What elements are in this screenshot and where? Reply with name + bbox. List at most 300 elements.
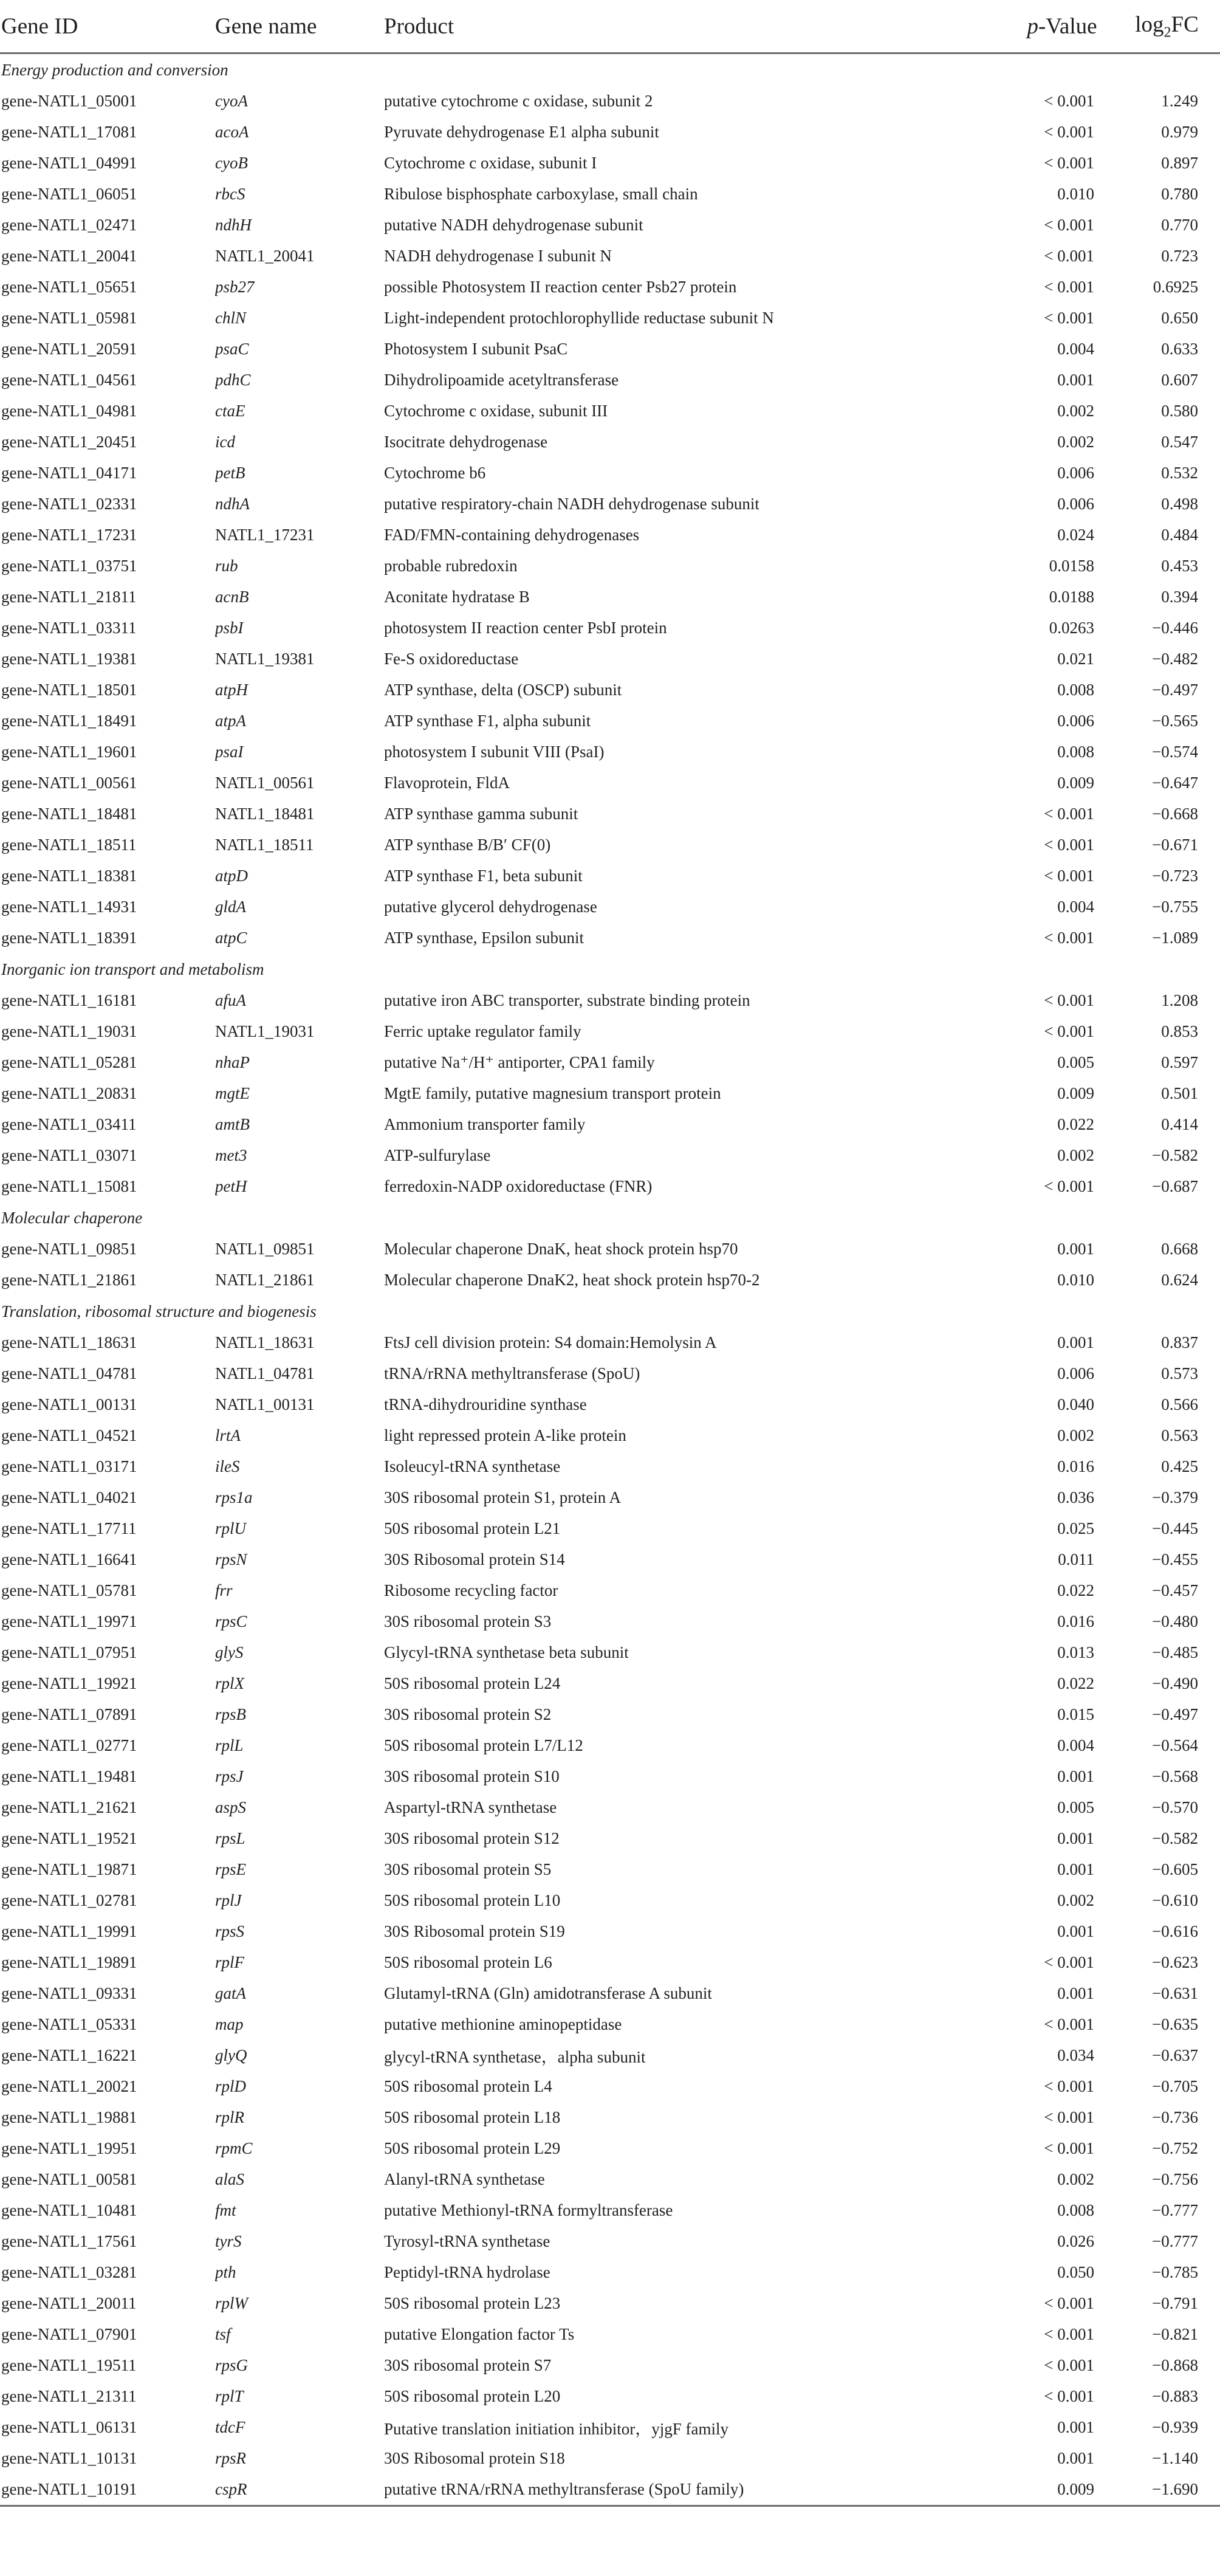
log2fc-cell: 0.573 <box>1161 1364 1198 1382</box>
table-row <box>0 799 1220 829</box>
product-cell: putative cytochrome c oxidase, subunit 2 <box>384 92 653 110</box>
gene-id-cell: gene-NATL1_03411 <box>1 1115 137 1133</box>
product-cell: Light-independent protochlorophyllide reductase subunit N <box>384 309 774 327</box>
log2fc-cell: −0.821 <box>1152 2325 1198 2343</box>
p-value-cell: 0.004 <box>1057 1736 1094 1754</box>
gene-id-cell: gene-NATL1_07951 <box>1 1643 137 1661</box>
log2fc-cell: 0.425 <box>1161 1457 1198 1475</box>
log2fc-cell: 0.853 <box>1161 1022 1198 1040</box>
log2fc-cell: −0.564 <box>1152 1736 1198 1754</box>
table-row <box>0 1668 1220 1699</box>
gene-name-cell: rbcS <box>215 185 245 203</box>
gene-name-cell: atpA <box>215 712 246 730</box>
gene-id-cell: gene-NATL1_16641 <box>1 1550 137 1568</box>
table-row <box>0 365 1220 396</box>
table-row <box>0 1482 1220 1513</box>
product-cell: 50S ribosomal protein L6 <box>384 1953 552 1971</box>
table-row <box>0 1327 1220 1358</box>
p-value-cell: < 0.001 <box>1044 216 1094 234</box>
table-row <box>0 241 1220 272</box>
product-cell: Alanyl-tRNA synthetase <box>384 2170 545 2188</box>
table-row <box>0 396 1220 427</box>
product-cell: putative NADH dehydrogenase subunit <box>384 216 643 234</box>
product-cell: Putative translation initiation inhibitor，yjgF family <box>384 2420 728 2438</box>
gene-name-cell: lrtA <box>215 1426 241 1444</box>
gene-id-cell: gene-NATL1_02331 <box>1 495 137 513</box>
gene-name-cell: rpsC <box>215 1612 247 1630</box>
p-value-cell: 0.005 <box>1057 1053 1094 1071</box>
gene-id-cell: gene-NATL1_19871 <box>1 1860 137 1878</box>
table-row <box>0 768 1220 799</box>
gene-id-cell: gene-NATL1_17231 <box>1 526 137 544</box>
table-row <box>0 2381 1220 2412</box>
table-row <box>0 1916 1220 1947</box>
p-value-cell: 0.009 <box>1057 1084 1094 1102</box>
table-row <box>0 1078 1220 1109</box>
product-cell: 30S ribosomal protein S12 <box>384 1829 560 1847</box>
table-row <box>0 2319 1220 2350</box>
p-value-cell: < 0.001 <box>1044 123 1094 141</box>
gene-name-cell: frr <box>215 1581 233 1599</box>
gene-id-cell: gene-NATL1_19031 <box>1 1022 137 1040</box>
table-row <box>0 458 1220 489</box>
table-row <box>0 1730 1220 1761</box>
p-value-cell: 0.022 <box>1057 1115 1094 1133</box>
product-cell: 30S ribosomal protein S1, protein A <box>384 1488 621 1506</box>
log2fc-cell: −0.755 <box>1152 898 1198 916</box>
table-row <box>0 2288 1220 2319</box>
log2fc-cell: 0.837 <box>1161 1333 1198 1352</box>
p-value-cell: 0.022 <box>1057 1581 1094 1599</box>
header-row <box>0 0 1220 53</box>
header-p-italic: p <box>1027 13 1038 39</box>
gene-id-cell: gene-NATL1_00561 <box>1 774 137 792</box>
log2fc-cell: −0.687 <box>1152 1177 1198 1195</box>
gene-id-cell: gene-NATL1_05331 <box>1 2015 137 2033</box>
gene-name-cell: aspS <box>215 1798 247 1816</box>
gene-name-cell: mgtE <box>215 1084 250 1102</box>
p-value-cell: 0.0263 <box>1049 619 1094 637</box>
product-cell: ATP synthase, Epsilon subunit <box>384 929 584 947</box>
log2fc-cell: −0.637 <box>1152 2046 1198 2064</box>
gene-name-cell: atpC <box>215 929 247 947</box>
log2fc-cell: 0.650 <box>1161 309 1198 327</box>
product-cell: tRNA/rRNA methyltransferase (SpoU) <box>384 1364 640 1382</box>
product-cell: MgtE family, putative magnesium transport protein <box>384 1084 721 1102</box>
product-cell: 30S Ribosomal protein S14 <box>384 1550 565 1568</box>
category-label: Translation, ribosomal structure and biogenesis <box>1 1302 317 1321</box>
product-cell: 50S ribosomal protein L20 <box>384 2387 561 2405</box>
gene-id-cell: gene-NATL1_20011 <box>1 2294 137 2312</box>
table-header <box>0 0 1220 53</box>
product-cell: probable rubredoxin <box>384 557 518 575</box>
product-cell: Pyruvate dehydrogenase E1 alpha subunit <box>384 123 659 141</box>
gene-name-cell: acoA <box>215 123 249 141</box>
product-cell: Isoleucyl-tRNA synthetase <box>384 1457 561 1475</box>
p-value-cell: 0.001 <box>1057 1333 1094 1352</box>
gene-name-cell: rps1a <box>215 1488 253 1506</box>
product-cell: 50S ribosomal protein L4 <box>384 2077 552 2095</box>
gene-id-cell: gene-NATL1_21621 <box>1 1798 137 1816</box>
gene-id-cell: gene-NATL1_07901 <box>1 2325 137 2343</box>
product-cell: 50S ribosomal protein L23 <box>384 2294 561 2312</box>
gene-name-cell: rpsS <box>215 1922 245 1940</box>
table-row <box>0 1544 1220 1575</box>
log2fc-cell: −0.605 <box>1152 1860 1198 1878</box>
log2fc-cell: −0.482 <box>1152 650 1198 668</box>
gene-id-cell: gene-NATL1_18481 <box>1 805 137 823</box>
p-value-cell: 0.021 <box>1057 650 1094 668</box>
log2fc-cell: −0.671 <box>1152 836 1198 854</box>
product-cell: Cytochrome b6 <box>384 464 486 482</box>
table-row <box>0 303 1220 334</box>
table-row <box>0 1140 1220 1171</box>
table-row <box>0 1016 1220 1047</box>
table-row <box>0 272 1220 303</box>
gene-id-cell: gene-NATL1_05981 <box>1 309 137 327</box>
p-value-cell: < 0.001 <box>1044 2387 1094 2405</box>
table-row <box>0 2133 1220 2164</box>
p-value-cell: 0.004 <box>1057 898 1094 916</box>
product-cell: Fe-S oxidoreductase <box>384 650 519 668</box>
log2fc-cell: −0.490 <box>1152 1674 1198 1692</box>
log2fc-cell: −0.485 <box>1152 1643 1198 1661</box>
p-value-cell: 0.001 <box>1057 1829 1094 1847</box>
log2fc-cell: 0.770 <box>1161 216 1198 234</box>
log2fc-cell: 0.597 <box>1161 1053 1198 1071</box>
table-row <box>0 891 1220 922</box>
gene-id-cell: gene-NATL1_14931 <box>1 898 137 916</box>
gene-name-cell: rpsB <box>215 1705 247 1723</box>
p-value-cell: < 0.001 <box>1044 2077 1094 2095</box>
p-value-cell: 0.022 <box>1057 1674 1094 1692</box>
log2fc-cell: 0.979 <box>1161 123 1198 141</box>
table-row <box>0 1637 1220 1668</box>
category-label: Inorganic ion transport and metabolism <box>1 960 264 978</box>
p-value-cell: 0.050 <box>1057 2263 1094 2281</box>
product-cell: Molecular chaperone DnaK, heat shock protein hsp70 <box>384 1240 738 1258</box>
table-row <box>0 1047 1220 1078</box>
product-cell: putative glycerol dehydrogenase <box>384 898 597 916</box>
gene-id-cell: gene-NATL1_20591 <box>1 340 137 358</box>
table-row <box>0 1854 1220 1885</box>
gene-name-cell: rplX <box>215 1674 245 1692</box>
p-value-cell: 0.001 <box>1057 371 1094 389</box>
log2fc-cell: 0.6925 <box>1153 278 1198 296</box>
gene-id-cell: gene-NATL1_16221 <box>1 2046 137 2064</box>
log2fc-cell: 0.668 <box>1161 1240 1198 1258</box>
gene-name-cell: NATL1_09851 <box>215 1240 315 1258</box>
table-row <box>0 2102 1220 2133</box>
product-cell: putative Elongation factor Ts <box>384 2325 575 2343</box>
log2fc-cell: 0.566 <box>1161 1395 1198 1413</box>
log2fc-cell: −0.756 <box>1152 2170 1198 2188</box>
log2fc-cell: −0.480 <box>1152 1612 1198 1630</box>
table-row <box>0 985 1220 1016</box>
gene-id-cell: gene-NATL1_18381 <box>1 867 137 885</box>
gene-id-cell: gene-NATL1_19921 <box>1 1674 137 1692</box>
product-cell: tRNA-dihydrouridine synthase <box>384 1395 587 1413</box>
product-cell: 50S ribosomal protein L21 <box>384 1519 561 1537</box>
table-row <box>0 1109 1220 1140</box>
log2fc-cell: 0.394 <box>1161 588 1198 606</box>
log2fc-cell: 0.453 <box>1161 557 1198 575</box>
gene-name-cell: rplT <box>215 2387 244 2405</box>
product-cell: possible Photosystem II reaction center Psb27 protein <box>384 278 737 296</box>
gene-name-cell: psaC <box>215 340 249 358</box>
p-value-cell: < 0.001 <box>1044 92 1094 110</box>
header-p-value <box>992 0 1114 53</box>
gene-name-cell: nhaP <box>215 1053 250 1071</box>
p-value-cell: 0.002 <box>1057 433 1094 451</box>
p-value-cell: 0.001 <box>1057 2449 1094 2467</box>
gene-name-cell: map <box>215 2015 244 2033</box>
product-cell: putative Na⁺/H⁺ antiporter, CPA1 family <box>384 1053 655 1071</box>
log2fc-cell: −0.497 <box>1152 681 1198 699</box>
table-row <box>0 706 1220 737</box>
log2fc-cell: 0.780 <box>1161 185 1198 203</box>
gene-name-cell: NATL1_19031 <box>215 1022 315 1040</box>
product-cell: Flavoprotein, FldA <box>384 774 510 792</box>
table-row <box>0 2226 1220 2257</box>
p-value-cell: 0.006 <box>1057 464 1094 482</box>
gene-name-cell: cyoA <box>215 92 248 110</box>
gene-name-cell: psb27 <box>215 278 255 296</box>
product-cell: ATP synthase B/B′ CF(0) <box>384 836 551 854</box>
gene-id-cell: gene-NATL1_06131 <box>1 2418 137 2436</box>
product-cell: putative iron ABC transporter, substrate binding protein <box>384 991 750 1009</box>
table-row <box>0 210 1220 241</box>
log2fc-cell: 1.208 <box>1161 991 1198 1009</box>
log2fc-cell: −0.705 <box>1152 2077 1198 2095</box>
p-value-cell: 0.009 <box>992 2474 1114 2506</box>
table-row <box>0 922 1220 953</box>
product-cell: Cytochrome c oxidase, subunit III <box>384 402 608 420</box>
log2fc-cell: −0.568 <box>1152 1767 1198 1785</box>
gene-id-cell: gene-NATL1_16181 <box>1 991 137 1009</box>
p-value-cell: 0.006 <box>1057 1364 1094 1382</box>
product-cell: Tyrosyl-tRNA synthetase <box>384 2232 550 2250</box>
gene-id-cell: gene-NATL1_20021 <box>1 2077 137 2095</box>
p-value-cell: 0.040 <box>1057 1395 1094 1413</box>
table-row <box>0 1978 1220 2009</box>
table-row <box>0 2412 1220 2443</box>
product-cell: light repressed protein A-like protein <box>384 1426 626 1444</box>
p-value-cell: 0.005 <box>1057 1798 1094 1816</box>
p-value-cell: 0.008 <box>1057 743 1094 761</box>
product-cell: ferredoxin-NADP oxidoreductase (FNR) <box>384 1177 653 1195</box>
table-row <box>0 1265 1220 1296</box>
product-cell: 30S Ribosomal protein S19 <box>384 1922 565 1940</box>
log2fc-cell: −0.570 <box>1152 1798 1198 1816</box>
gene-name-cell: petH <box>215 1177 247 1195</box>
table-row <box>0 860 1220 891</box>
gene-id-cell: gene-NATL1_03751 <box>1 557 137 575</box>
gene-name-cell: afuA <box>215 991 246 1009</box>
log2fc-cell: −0.868 <box>1152 2356 1198 2374</box>
log2fc-cell: −0.647 <box>1152 774 1198 792</box>
log2fc-cell: −0.883 <box>1152 2387 1198 2405</box>
table-row <box>0 1513 1220 1544</box>
gene-name-cell: atpH <box>215 681 248 699</box>
table-row <box>0 1606 1220 1637</box>
gene-name-cell: gatA <box>215 1984 246 2002</box>
log2fc-cell: 0.563 <box>1161 1426 1198 1444</box>
log2fc-cell: 1.249 <box>1161 92 1198 110</box>
product-cell: putative respiratory-chain NADH dehydrogenase subunit <box>384 495 759 513</box>
p-value-cell: 0.001 <box>1057 1240 1094 1258</box>
gene-name-cell: rpsN <box>215 1550 247 1568</box>
product-cell: Glutamyl-tRNA (Gln) amidotransferase A subunit <box>384 1984 712 2002</box>
header-p-rest: -Value <box>1038 13 1097 39</box>
log2fc-cell: 0.532 <box>1161 464 1198 482</box>
table-row <box>0 1699 1220 1730</box>
product-cell: Molecular chaperone DnaK2, heat shock protein hsp70-2 <box>384 1271 760 1289</box>
product-cell: ATP synthase F1, beta subunit <box>384 867 583 885</box>
p-value-cell: 0.002 <box>1057 2170 1094 2188</box>
table-row <box>0 1420 1220 1451</box>
gene-name-cell: glyS <box>215 1643 244 1661</box>
gene-id-cell: gene-NATL1_19991 <box>1 1922 137 1940</box>
table-row <box>0 117 1220 148</box>
gene-name-cell: met3 <box>215 1146 247 1164</box>
gene-name-cell: cyoB <box>215 154 248 172</box>
log2fc-cell: −0.455 <box>1152 1550 1198 1568</box>
product-cell: NADH dehydrogenase I subunit N <box>384 247 612 265</box>
category-label: Molecular chaperone <box>1 1208 143 1227</box>
p-value-cell: 0.004 <box>1057 340 1094 358</box>
table-row <box>0 2164 1220 2195</box>
p-value-cell: 0.006 <box>1057 712 1094 730</box>
table-row <box>0 1575 1220 1606</box>
table-row <box>0 489 1220 520</box>
p-value-cell: < 0.001 <box>1044 278 1094 296</box>
gene-id-cell: gene-NATL1_19951 <box>1 2139 137 2157</box>
table-row <box>0 1761 1220 1792</box>
gene-id-cell: gene-NATL1_20451 <box>1 433 137 451</box>
gene-name-cell: atpD <box>215 867 248 885</box>
gene-id-cell: gene-NATL1_09851 <box>1 1240 137 1258</box>
product-cell: Dihydrolipoamide acetyltransferase <box>384 371 619 389</box>
gene-name-cell: icd <box>215 433 235 451</box>
log2fc-cell: −0.631 <box>1152 1984 1198 2002</box>
gene-id-cell: gene-NATL1_19601 <box>1 743 137 761</box>
gene-id-cell: gene-NATL1_10481 <box>1 2201 137 2219</box>
category-row <box>0 953 1220 985</box>
header-gene-id: Gene ID <box>0 0 215 53</box>
log2fc-cell: 0.897 <box>1161 154 1198 172</box>
gene-name-cell: psbI <box>215 619 244 637</box>
gene-name-cell: rplD <box>215 2077 247 2095</box>
gene-name-cell: pdhC <box>215 371 251 389</box>
gene-id-cell: gene-NATL1_04561 <box>1 371 137 389</box>
p-value-cell: 0.0158 <box>1049 557 1094 575</box>
gene-name-cell: NATL1_04781 <box>215 1364 315 1382</box>
p-value-cell: 0.024 <box>1057 526 1094 544</box>
product-cell: ATP synthase gamma subunit <box>384 805 578 823</box>
product-cell: ATP synthase, delta (OSCP) subunit <box>384 681 622 699</box>
p-value-cell: 0.001 <box>1057 1984 1094 2002</box>
gene-name-cell: rplL <box>215 1736 244 1754</box>
gene-id-cell: gene-NATL1_05281 <box>1 1053 137 1071</box>
log2fc-cell: 0.484 <box>1161 526 1198 544</box>
p-value-cell: 0.001 <box>1057 1922 1094 1940</box>
table-row <box>0 675 1220 706</box>
log2fc-cell: −1.140 <box>1152 2449 1198 2467</box>
product-cell: FtsJ cell division protein: S4 domain:Hemolysin A <box>384 1333 717 1352</box>
p-value-cell: < 0.001 <box>1044 1177 1094 1195</box>
log2fc-cell: −0.445 <box>1152 1519 1198 1537</box>
product-cell: ATP-sulfurylase <box>384 1146 491 1164</box>
table-row <box>0 1451 1220 1482</box>
gene-name-cell: cspR <box>215 2474 384 2506</box>
p-value-cell: < 0.001 <box>1044 1022 1094 1040</box>
p-value-cell: 0.001 <box>1057 1767 1094 1785</box>
gene-id-cell: gene-NATL1_07891 <box>1 1705 137 1723</box>
table-row <box>0 2443 1220 2474</box>
gene-id-cell: gene-NATL1_21811 <box>1 588 137 606</box>
p-value-cell: 0.002 <box>1057 1146 1094 1164</box>
table-row <box>0 2474 1220 2506</box>
gene-name-cell: NATL1_18631 <box>215 1333 315 1352</box>
category-row <box>0 53 1220 86</box>
p-value-cell: 0.009 <box>1057 774 1094 792</box>
gene-id-cell: gene-NATL1_20831 <box>1 1084 137 1102</box>
category-row <box>0 1202 1220 1234</box>
gene-name-cell: ileS <box>215 1457 240 1475</box>
table-row <box>0 829 1220 860</box>
p-value-cell: 0.016 <box>1057 1612 1094 1630</box>
table-row <box>0 551 1220 582</box>
log2fc-cell: −0.668 <box>1152 805 1198 823</box>
p-value-cell: 0.001 <box>1057 2418 1094 2436</box>
gene-name-cell: psaI <box>215 743 244 761</box>
p-value-cell: < 0.001 <box>1044 309 1094 327</box>
gene-name-cell: NATL1_00561 <box>215 774 315 792</box>
gene-name-cell: rpsL <box>215 1829 245 1847</box>
gene-id-cell: gene-NATL1_05001 <box>1 92 137 110</box>
gene-id-cell: gene-NATL1_10131 <box>1 2449 137 2467</box>
gene-id-cell: gene-NATL1_19891 <box>1 1953 137 1971</box>
table-row <box>0 644 1220 675</box>
log2fc-cell: 0.580 <box>1161 402 1198 420</box>
gene-name-cell: rpsR <box>215 2449 247 2467</box>
p-value-cell: < 0.001 <box>1044 2015 1094 2033</box>
table-row <box>0 427 1220 458</box>
gene-name-cell: NATL1_21861 <box>215 1271 315 1289</box>
header-log-suffix: FC <box>1171 12 1199 37</box>
product-cell: Aconitate hydratase B <box>384 588 530 606</box>
product-cell: photosystem I subunit VIII (PsaI) <box>384 743 605 761</box>
gene-name-cell: rplJ <box>215 1891 242 1909</box>
log2fc-cell: −0.574 <box>1152 743 1198 761</box>
log2fc-cell: −0.379 <box>1152 1488 1198 1506</box>
gene-id-cell: gene-NATL1_04521 <box>1 1426 137 1444</box>
product-cell: 50S ribosomal protein L18 <box>384 2108 561 2126</box>
product-cell: ATP synthase F1, alpha subunit <box>384 712 591 730</box>
p-value-cell: 0.008 <box>1057 2201 1094 2219</box>
gene-id-cell: gene-NATL1_17561 <box>1 2232 137 2250</box>
gene-name-cell: rub <box>215 557 238 575</box>
p-value-cell: 0.013 <box>1057 1643 1094 1661</box>
gene-name-cell: petB <box>215 464 245 482</box>
header-log-sub: 2 <box>1163 24 1171 41</box>
gene-name-cell: NATL1_19381 <box>215 650 315 668</box>
log2fc-cell: −0.623 <box>1152 1953 1198 1971</box>
p-value-cell: < 0.001 <box>1044 2108 1094 2126</box>
product-cell: 50S ribosomal protein L7/L12 <box>384 1736 583 1754</box>
product-cell: Ribulose bisphosphate carboxylase, small chain <box>384 185 698 203</box>
